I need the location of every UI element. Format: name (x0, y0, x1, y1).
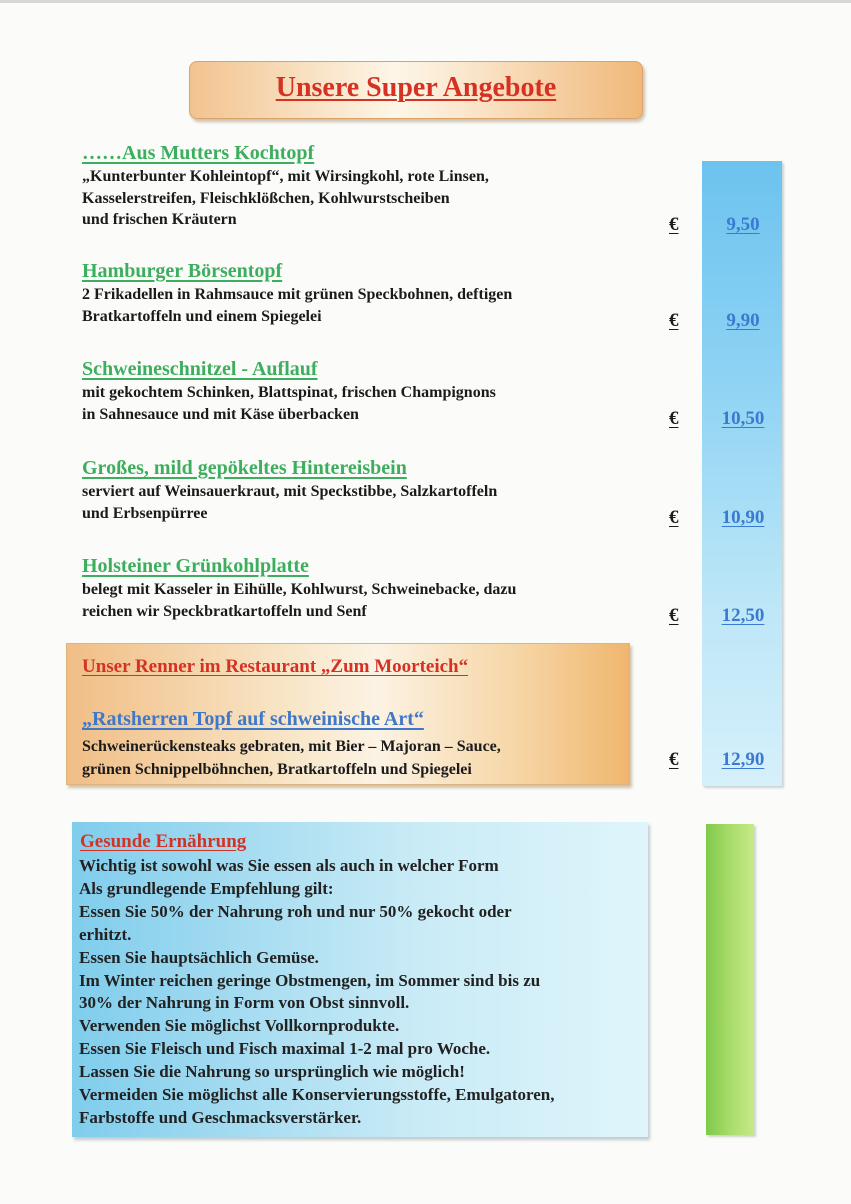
green-decorative-bar (706, 824, 754, 1135)
health-info-line: Essen Sie hauptsächlich Gemüse. (79, 947, 319, 967)
special-offer-box (66, 643, 630, 785)
menu-item (82, 456, 642, 524)
menu-item-description: serviert auf Weinsauerkraut, mit Speckstibbe, Salzkartoffeln und Erbsenpürree (82, 483, 498, 522)
euro-sign: € (669, 408, 679, 429)
euro-sign: € (669, 507, 679, 528)
health-info-line: Lassen Sie die Nahrung so ursprünglich wie möglich! (79, 1062, 465, 1082)
top-border-line (0, 0, 851, 3)
menu-item-title: ……Aus Mutters Kochtopf (82, 142, 315, 164)
title-banner (189, 61, 643, 119)
special-offer-title: „Ratsherren Topf auf schweinische Art“ (82, 708, 424, 730)
health-info-line: Als grundlegende Empfehlung gilt: (79, 878, 334, 898)
menu-item-description: 2 Frikadellen in Rahmsauce mit grünen Speckbohnen, deftigen Bratkartoffeln und einem Spiegelei (82, 286, 513, 325)
euro-sign: € (669, 214, 679, 235)
euro-sign: € (669, 749, 679, 770)
health-info-box (72, 822, 648, 1137)
special-offer-heading: Unser Renner im Restaurant „Zum Moorteich“ (82, 656, 469, 677)
menu-item-description: „Kunterbunter Kohleintopf“, mit Wirsingkohl, rote Linsen, Kasselerstreifen, Fleischklößchen, Kohlwurstscheiben und frischen Kräutern (82, 168, 489, 228)
health-info-title: Gesunde Ernährung (80, 831, 247, 852)
menu-item-price: 10,50 (721, 408, 765, 429)
health-info-text (79, 855, 555, 1130)
special-offer-price: 12,90 (721, 749, 765, 770)
menu-item-description: belegt mit Kasseler in Eihülle, Kohlwurst, Schweinebacke, dazu reichen wir Speckbratkartoffeln und Senf (82, 581, 517, 620)
health-info-line: Im Winter reichen geringe Obstmengen, im Sommer sind bis zu (79, 970, 541, 990)
menu-item-price: 10,90 (721, 507, 765, 528)
menu-item-title: Holsteiner Grünkohlplatte (82, 555, 309, 577)
health-info-line: Verwenden Sie möglichst Vollkornprodukte. (79, 1016, 400, 1036)
menu-item-price: 12,50 (721, 605, 765, 626)
special-offer-description: Schweinerückensteaks gebraten, mit Bier – Majoran – Sauce, grünen Schnippelböhnchen, Bratkartoffeln und Spiegelei (82, 738, 501, 778)
menu-item-title: Schweineschnitzel - Auflauf (82, 358, 318, 380)
menu-item (82, 141, 642, 231)
menu-item (82, 259, 642, 327)
health-info-line: Vermeiden Sie möglichst alle Konservierungsstoffe, Emulgatoren, (79, 1085, 555, 1105)
euro-sign: € (669, 605, 679, 626)
health-info-line: Essen Sie Fleisch und Fisch maximal 1-2 mal pro Woche. (79, 1039, 491, 1059)
health-info-line: Farbstoffe und Geschmacksverstärker. (79, 1107, 362, 1127)
menu-item-price: 9,50 (726, 214, 760, 235)
menu-item-title: Großes, mild gepökeltes Hintereisbein (82, 457, 407, 479)
menu-item (82, 554, 642, 622)
health-info-line: Essen Sie 50% der Nahrung roh und nur 50% gekocht oder (79, 901, 512, 921)
menu-item-description: mit gekochtem Schinken, Blattspinat, frischen Champignons in Sahnesauce und mit Käse überbacken (82, 384, 496, 423)
menu-item (82, 357, 642, 425)
page-title: Unsere Super Angebote (275, 72, 557, 103)
euro-sign: € (669, 310, 679, 331)
price-column-background (702, 161, 782, 786)
menu-item-title: Hamburger Börsentopf (82, 260, 283, 282)
health-info-line: Wichtig ist sowohl was Sie essen als auch in welcher Form (79, 856, 499, 875)
health-info-line: 30% der Nahrung in Form von Obst sinnvoll. (79, 993, 410, 1013)
menu-item-price: 9,90 (726, 310, 760, 331)
health-info-line: erhitzt. (79, 924, 132, 944)
